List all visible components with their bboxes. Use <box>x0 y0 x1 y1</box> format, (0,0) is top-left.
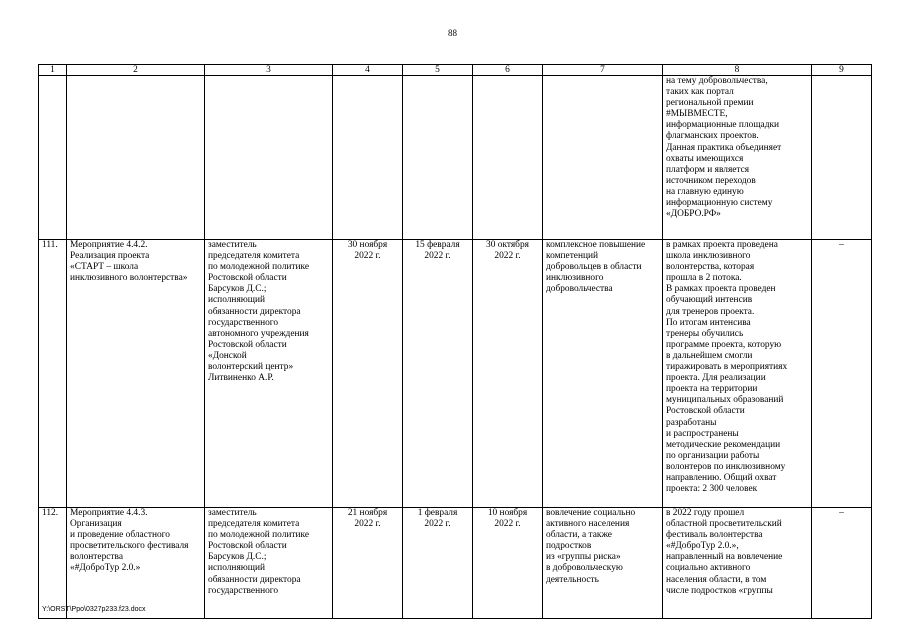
cell-result: вовлечение социально активного населения области, а также подростков из «группы риска» в добровольческую деятельность <box>543 508 663 619</box>
file-path-footer: Y:\ORST\Ppo\0327p233.f23.docx <box>42 606 146 613</box>
page-number: 88 <box>448 28 457 38</box>
table-row <box>39 240 872 508</box>
column-header: 5 <box>403 65 473 76</box>
column-header: 4 <box>333 65 403 76</box>
cell-responsible: заместитель председателя комитета по молодежной политике Ростовской области Барсуков Д.С.; исполняющий обязанности директора государственного автономного учреждения Ростовской области «Донской волонтерский центр» Литвиненко А.Р. <box>205 240 333 508</box>
cell-date-start: 15 февраля 2022 г. <box>403 240 473 508</box>
column-header: 2 <box>67 65 205 76</box>
cell-empty <box>812 76 872 240</box>
cell-date-end: 10 ноября 2022 г. <box>473 508 543 619</box>
table-row <box>39 508 872 619</box>
cell-date-plan: 21 ноября 2022 г. <box>333 508 403 619</box>
column-header: 9 <box>812 65 872 76</box>
continuation-row <box>39 76 872 240</box>
cell-empty <box>473 76 543 240</box>
cell-note: – <box>812 240 872 508</box>
cell-empty <box>67 76 205 240</box>
column-header: 8 <box>663 65 812 76</box>
column-number-header-row <box>39 65 872 76</box>
cell-empty <box>333 76 403 240</box>
cell-info: в 2022 году прошел областной просветительский фестиваль волонтерства «#ДоброТур 2.0.», направленный на вовлечение социально активного населения области, в том числе подростков «группы <box>663 508 812 619</box>
column-header: 7 <box>543 65 663 76</box>
cell-empty <box>403 76 473 240</box>
cell-responsible: заместитель председателя комитета по молодежной политике Ростовской области Барсуков Д.С.; исполняющий обязанности директора государственного <box>205 508 333 619</box>
cell-result: комплексное повышение компетенций добровольцев в области инклюзивного добровольчества <box>543 240 663 508</box>
cell-date-plan: 30 ноября 2022 г. <box>333 240 403 508</box>
cell-empty <box>39 76 67 240</box>
cell-date-end: 30 октября 2022 г. <box>473 240 543 508</box>
cell-number: 111. <box>39 240 67 508</box>
cell-empty <box>205 76 333 240</box>
cell-info-continued: на тему добровольчества, таких как портал региональной премии #МЫВМЕСТЕ, информационные площадки флагманских проектов. Данная практика объединяет охваты имеющихся платформ и является источником переходов на главную единую информационную систему «ДОБРО.РФ» <box>663 76 812 240</box>
column-header: 1 <box>39 65 67 76</box>
cell-info: в рамках проекта проведена школа инклюзивного волонтерства, которая прошла в 2 потока. В рамках проекта проведен обучающий интенсив для тренеров проекта. По итогам интенсива тренеры обучились программе проекта, которую в дальнейшем смогли тиражировать в мероприятиях проекта. Для реализации проекта на территории муниципальных образований Ростовской области разработаны и распространены методические рекомендации по организации работы волонтеров по инклюзивному направлению. Общий охват проекта: 2 300 человек <box>663 240 812 508</box>
column-header: 3 <box>205 65 333 76</box>
column-header: 6 <box>473 65 543 76</box>
cell-number: 112. <box>39 508 67 619</box>
measures-table <box>38 64 872 619</box>
cell-note: – <box>812 508 872 619</box>
cell-empty <box>543 76 663 240</box>
cell-event: Мероприятие 4.4.2. Реализация проекта «СТАРТ – школа инклюзивного волонтерства» <box>67 240 205 508</box>
cell-event: Мероприятие 4.4.3. Организация и проведение областного просветительского фестиваля волонтерства «#ДоброТур 2.0.» <box>67 508 205 619</box>
cell-date-start: 1 февраля 2022 г. <box>403 508 473 619</box>
